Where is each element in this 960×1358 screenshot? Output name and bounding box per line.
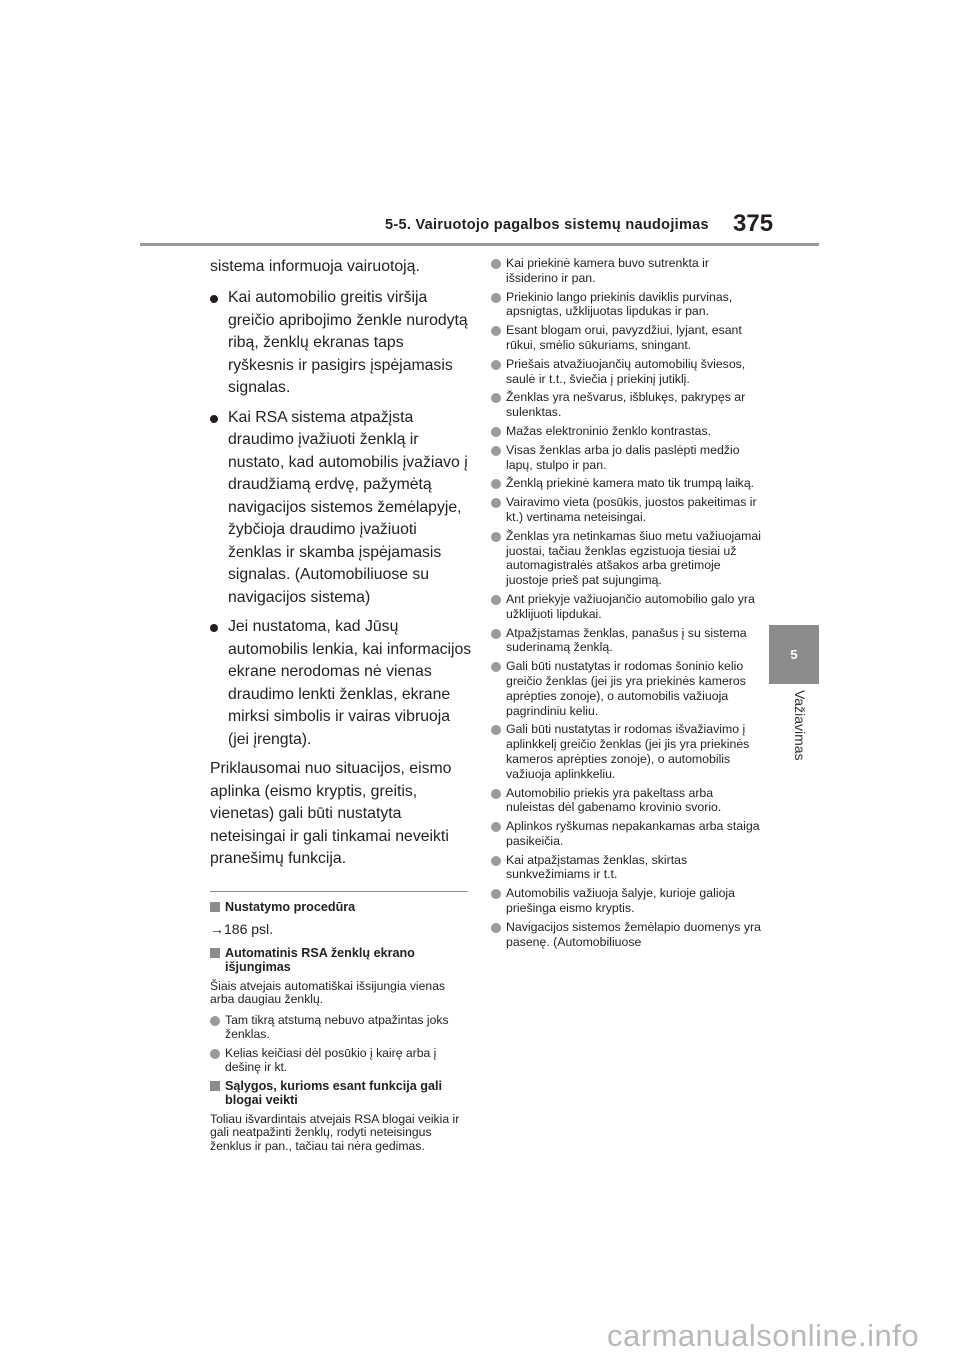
list-item-text: Automobilis važiuoja šalyje, kurioje galioja priešinga eismo kryptis. (506, 886, 735, 916)
bullet-icon (491, 789, 501, 799)
bullet-icon (491, 360, 501, 370)
bullet-icon (491, 532, 501, 542)
list-item (491, 443, 763, 473)
list-item-text: Kelias keičiasi dėl posūkio į kairę arba į dešinę ir kt. (225, 1045, 437, 1074)
list-item-text: Visas ženklas arba jo dalis paslėpti medžio lapų, stulpo ir pan. (506, 442, 740, 472)
list-item (491, 592, 763, 622)
list-item-text: Ženklą priekinė kamera mato tik trumpą laiką. (506, 476, 755, 491)
list-item-text: Kai atpažįstamas ženklas, skirtas sunkvežimiams ir t.t. (506, 852, 688, 882)
list-item-text: Ženklas yra netinkamas šiuo metu važiuojamai juostai, tačiau ženklas egzistuoja tiesiai už automagistralės atšakos arba gretimoje juostoje prieš pat sujungimą. (506, 528, 761, 588)
bullet-icon (491, 259, 501, 269)
list-item (491, 424, 763, 439)
bullet-icon (491, 326, 501, 336)
list-item (491, 626, 763, 656)
list-item-text: Kai priekinė kamera buvo sutrenkta ir išsiderino ir pan. (506, 256, 709, 285)
list-item (210, 616, 472, 751)
list-item (210, 287, 472, 400)
list-item-text: Ant priekyje važiuojančio automobilio galo yra užklijuoti lipdukai. (506, 591, 755, 621)
header-divider (140, 243, 819, 246)
right-column (491, 256, 763, 953)
list-item-text: Kai RSA sistema atpažįsta draudimo įvažiuoti ženklą ir nustato, kad automobilis įvažiavo į draudžiamą erdvę, pažymėtą navigacijos sistemos žemėlapyje, žybčioja draudimo įvažiuoti ženklas ir skamba įspėjamasis signalas. (Automobiliuose su navigacijos sistema) (228, 408, 468, 606)
list-item-text: Gali būti nustatytas ir rodomas išvažiavimo į aplinkkelį greičio ženklas (jei jis yra priekinės kameros aprėpties zonoje), o automobilis važiuoja aplinkkeliu. (506, 722, 750, 781)
bullet-icon (491, 498, 501, 508)
list-item (491, 357, 763, 387)
page-number: 375 (733, 210, 774, 237)
list-item (491, 920, 763, 950)
list-item-text: Automobilio priekis yra pakeltass arba nuleistas dėl gabenamo krovinio svorio. (506, 785, 722, 815)
bullet-icon (491, 629, 501, 639)
bullet-icon (491, 427, 501, 437)
list-item-text: Atpažįstamas ženklas, panašus į su sistema suderinamą ženklą. (506, 625, 747, 655)
chapter-label: Važiavimas (792, 690, 808, 761)
chapter-tab (769, 625, 819, 684)
bullet-icon (491, 889, 501, 899)
list-item-text: Gali būti nustatytas ir rodomas šoninio kelio greičio ženklas (jei jis yra priekinės kameros aprėpties zonoje), o automobilis važiuoja pagrindiniu keliu. (506, 659, 746, 718)
section-intro: Toliau išvardintais atvejais RSA blogai veikia ir gali neatpažinti ženklų, rodyti neteisingus ženklus ir pan., tačiau tai nėra gedimas. (210, 1111, 460, 1153)
list-item (491, 323, 763, 353)
section-heading-text: Automatinis RSA ženklų ekrano išjungimas (225, 945, 415, 974)
list-item-text: Kai automobilio greitis viršija greičio apribojimo ženkle nurodytą ribą, ženklų ekranas taps ryškesnis ir pasigirs įspėjamasis signalas. (228, 289, 468, 396)
lead-text: sistema informuoja vairuotoją. (210, 258, 420, 275)
chapter-section-title: 5-5. Vairuotojo pagalbos sistemų naudojimas (385, 217, 709, 233)
list-item (210, 1046, 472, 1074)
bullet-icon (491, 662, 501, 672)
section-intro: Šiais atvejais automatiškai išsijungia vienas arba daugiau ženklų. (210, 978, 446, 1006)
bullet-icon (491, 725, 501, 735)
square-bullet-icon (210, 948, 220, 958)
list-item-text: Priešais atvažiuojančių automobilių šviesos, saulė ir t.t., šviečia į priekinį jutiklį. (506, 356, 746, 386)
section-heading-text: Sąlygos, kurioms esant funkcija gali blogai veikti (225, 1078, 442, 1107)
section-heading (210, 946, 472, 974)
bullet-icon (491, 822, 501, 832)
section-heading (210, 1079, 472, 1107)
section-divider (210, 891, 468, 892)
bullet-icon (491, 479, 501, 489)
list-item-text: Mažas elektroninio ženklo kontrastas. (506, 423, 712, 438)
section-heading (210, 900, 472, 914)
list-item-text: Vairavimo vieta (posūkis, juostos pakeitimas ir kt.) vertinama neteisingai. (506, 495, 757, 524)
square-bullet-icon (210, 902, 220, 912)
bullet-icon (210, 1016, 220, 1026)
list-item-text: Tam tikrą atstumą nebuvo atpažintas joks ženklas. (225, 1012, 449, 1041)
bullet-icon (491, 856, 501, 866)
list-item (491, 886, 763, 916)
list-item (491, 786, 763, 816)
list-item (210, 407, 472, 610)
bullet-icon (491, 595, 501, 605)
chapter-number: 5 (790, 647, 798, 662)
bullet-icon (491, 293, 501, 303)
list-item (491, 256, 763, 286)
list-item (491, 853, 763, 883)
bullet-icon (491, 446, 501, 456)
list-item (491, 495, 763, 525)
list-item (491, 722, 763, 781)
list-item-text: Priekinio lango priekinis daviklis purvinas, apsnigtas, užklijuotas lipdukas ir pan. (506, 289, 733, 319)
list-item (491, 819, 763, 849)
list-item-text: Ženklas yra nešvarus, išblukęs, pakrypęs ar sulenktas. (506, 390, 746, 420)
left-column (210, 256, 472, 1159)
square-bullet-icon (210, 1081, 220, 1091)
bullet-icon (210, 415, 218, 423)
page-reference-link[interactable]: →186 psl. (210, 920, 274, 937)
list-item (491, 529, 763, 588)
list-item (491, 290, 763, 320)
bullet-icon (491, 393, 501, 403)
list-item-text: Esant blogam orui, pavyzdžiui, lyjant, esant rūkui, smėlio sūkuriams, sningant. (506, 323, 742, 352)
list-item-text: Navigacijos sistemos žemėlapio duomenys yra pasenę. (Automobiliuose (506, 919, 761, 949)
bullet-icon (210, 295, 218, 303)
list-item-text: Jei nustatoma, kad Jūsų automobilis lenkia, kai informacijos ekrane nerodomas nė vienas draudimo lenkti ženklas, ekrane mirksi simbolis ir vairas vibruoja (jei įrengta). (228, 618, 472, 748)
list-item (491, 476, 763, 491)
bullet-icon (491, 923, 501, 933)
bullet-icon (210, 1049, 220, 1059)
list-item (491, 659, 763, 718)
watermark: carmanualsonline.info (607, 1318, 920, 1353)
body-paragraph: Priklausomai nuo situacijos, eismo aplinka (eismo kryptis, greitis, vienetas) gali būti nustatyta neteisingai ir gali tinkamai neveikti pranešimų funkcija. (210, 760, 452, 867)
list-item-text: Aplinkos ryškumas nepakankamas arba staiga pasikeičia. (506, 819, 760, 848)
list-item (491, 390, 763, 420)
list-item (210, 1013, 472, 1041)
section-heading-text: Nustatymo procedūra (225, 899, 356, 914)
bullet-icon (210, 624, 218, 632)
